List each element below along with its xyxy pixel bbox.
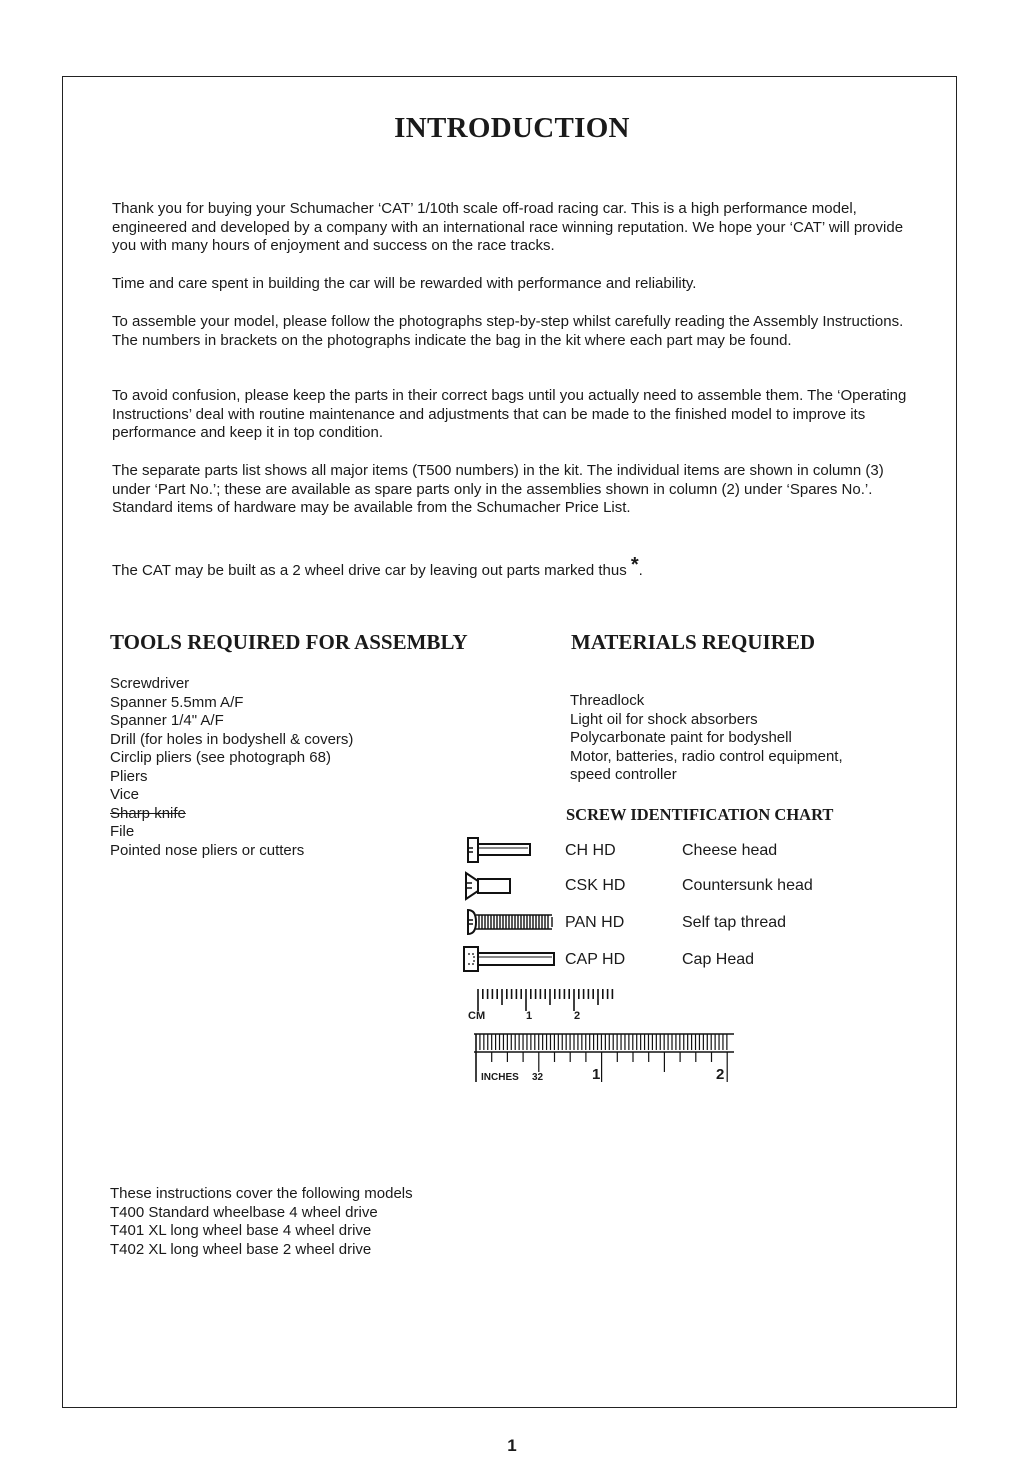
tool-item: Pliers <box>110 767 148 785</box>
materials-heading: MATERIALS REQUIRED <box>571 630 816 654</box>
material-item: Light oil for shock absorbers <box>570 710 758 728</box>
material-item: Polycarbonate paint for bodyshell <box>570 729 792 746</box>
intro-paragraph-1: Thank you for buying your Schumacher ‘CAT’ 1/10th scale off-road racing car. This is a high performance model, engineered and developed by a company with an international race winning reputation. We hope your ‘CAT’ will provide you with many hours of enjoyment and success on the race tracks. <box>112 200 904 254</box>
tool-item: Drill (for holes in bodyshell & covers) <box>110 730 354 748</box>
screw-code: CAP HD <box>565 951 626 968</box>
model-item: T402 XL long wheel base 2 wheel drive <box>110 1240 372 1258</box>
inch-subdivision-label: 32 <box>532 1072 544 1083</box>
screw-code: CSK HD <box>565 877 626 894</box>
screw-description: Self tap thread <box>682 914 787 931</box>
intro-paragraph-6 <box>112 556 910 581</box>
tool-item: Circlip pliers (see photograph 68) <box>110 749 331 766</box>
inch-number: 1 <box>592 1066 601 1083</box>
cm-ruler <box>470 985 620 1025</box>
model-item: T400 Standard wheelbase 4 wheel drive <box>110 1203 378 1221</box>
tool-item: Sharp knife <box>110 804 186 822</box>
page-number: 1 <box>507 1436 517 1455</box>
note-end: . <box>638 562 643 579</box>
model-item: T401 XL long wheel base 4 wheel drive <box>110 1222 372 1239</box>
tool-item: Spanner 5.5mm A/F <box>110 693 244 711</box>
screw-description: Cheese head <box>682 842 778 859</box>
page-title: INTRODUCTION <box>394 112 630 144</box>
tool-item: File <box>110 823 135 840</box>
screw-row-cheese-head <box>462 836 862 868</box>
intro-paragraph-2: Time and care spent in building the car will be rewarded with performance and reliability. <box>112 275 697 292</box>
pan-head-self-tap-screw-icon <box>462 908 562 940</box>
tool-item: Pointed nose pliers or cutters <box>110 841 305 859</box>
screw-row-pan-head <box>462 908 862 940</box>
screw-description: Countersunk head <box>682 877 813 894</box>
screw-row-countersunk <box>462 871 862 903</box>
cm-number: 1 <box>526 1010 533 1022</box>
intro-paragraph-4: To avoid confusion, please keep the parts in their correct bags until you actually need to assemble them. The ‘Operating Instructions’ deal with routine maintenance and adjustments that can be made to the finished model to improve its performance and keep it in top condition. <box>112 387 907 441</box>
cm-number: 2 <box>574 1010 581 1022</box>
screw-chart-heading: SCREW IDENTIFICATION CHART <box>566 805 834 824</box>
cm-label: CM <box>468 1010 486 1022</box>
tools-heading: TOOLS REQUIRED FOR ASSEMBLY <box>110 630 468 654</box>
countersunk-screw-icon <box>462 871 562 903</box>
intro-paragraph-5: The separate parts list shows all major items (T500 numbers) in the kit. The individual items are shown in column (3) under ‘Part No.’; these are available as spare parts only in the assemblies shown in column (2) under ‘Spares No.’. Standard items of hardware may be available from the Schumacher Price List. <box>112 462 884 516</box>
screw-code: CH HD <box>565 842 616 859</box>
screw-row-cap-head <box>462 945 862 977</box>
models-intro: These instructions cover the following models <box>110 1185 413 1202</box>
screw-description: Cap Head <box>682 951 755 968</box>
models-list <box>110 1185 413 1259</box>
tool-item: Screwdriver <box>110 675 190 692</box>
intro-paragraph-3: To assemble your model, please follow the photographs step-by-step whilst carefully reading the Assembly Instructions. The numbers in brackets on the photographs indicate the bag in the kit where each part may be found. <box>112 313 904 349</box>
tools-list <box>110 675 353 860</box>
materials-list <box>570 692 843 785</box>
inches-label: INCHES <box>481 1072 519 1083</box>
material-item: Motor, batteries, radio control equipment, <box>570 747 843 765</box>
two-wheel-drive-note: The CAT may be built as a 2 wheel drive car by leaving out parts marked thus <box>112 562 627 579</box>
asterisk-mark: * <box>630 554 639 576</box>
tool-item: Spanner 1/4" A/F <box>110 712 224 729</box>
cheese-head-screw-icon <box>462 836 562 868</box>
tool-item: Vice <box>110 786 139 803</box>
material-item: speed controller <box>570 766 677 783</box>
material-item: Threadlock <box>570 692 645 709</box>
screw-code: PAN HD <box>565 914 625 931</box>
cap-head-screw-icon <box>462 945 562 977</box>
inch-number: 2 <box>716 1066 725 1083</box>
